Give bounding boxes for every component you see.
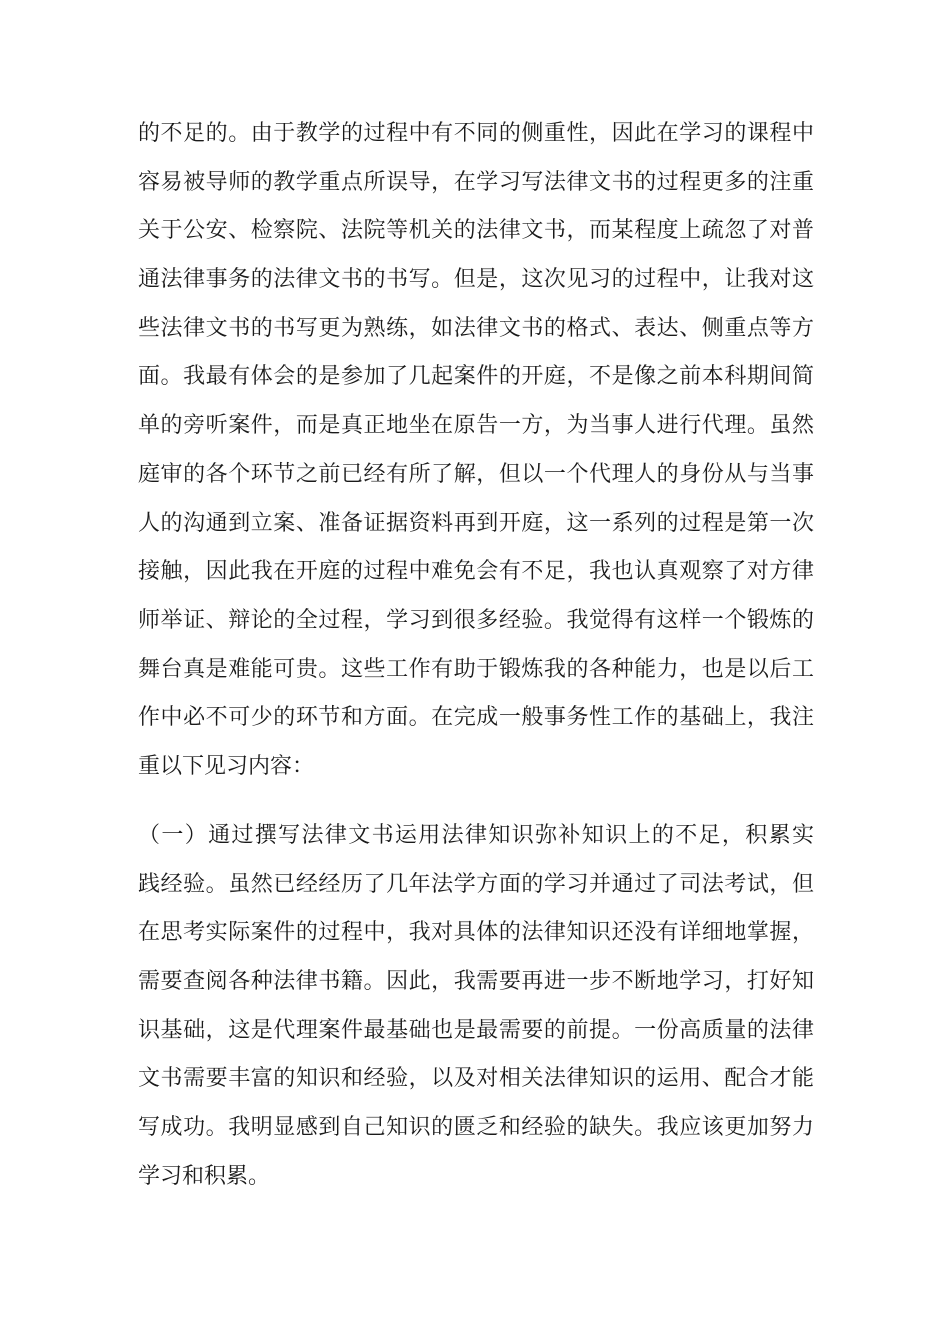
text-line: 面。我最有体会的是参加了几起案件的开庭，不是像之前本科期间简 — [138, 364, 814, 390]
text-line: 人的沟通到立案、准备证据资料再到开庭，这一系列的过程是第一次 — [138, 510, 814, 536]
text-line: 文书需要丰富的知识和经验，以及对相关法律知识的运用、配合才能 — [138, 1066, 814, 1092]
text-line: 容易被导师的教学重点所误导，在学习写法律文书的过程更多的注重 — [138, 169, 814, 195]
text-line: 关于公安、检察院、法院等机关的法律文书，而某程度上疏忽了对普 — [138, 218, 814, 244]
text-line: 识基础，这是代理案件最基础也是最需要的前提。一份高质量的法律 — [138, 1017, 814, 1043]
text-line: 重以下见习内容： — [138, 753, 315, 779]
text-line: 的不足的。由于教学的过程中有不同的侧重性，因此在学习的课程中 — [138, 121, 814, 146]
paragraph-2 — [138, 812, 814, 1202]
text-line: 在思考实际案件的过程中，我对具体的法律知识还没有详细地掌握， — [138, 920, 814, 946]
text-line: 师举证、辩论的全过程，学习到很多经验。我觉得有这样一个锻炼的 — [138, 607, 814, 633]
paragraph-1 — [138, 110, 814, 792]
text-line: 些法律文书的书写更为熟练，如法律文书的格式、表达、侧重点等方 — [138, 315, 814, 341]
text-line: 舞台真是难能可贵。这些工作有助于锻炼我的各种能力，也是以后工 — [138, 656, 814, 682]
text-line: 需要查阅各种法律书籍。因此，我需要再进一步不断地学习，打好知 — [138, 969, 814, 995]
text-line: 通法律事务的法律文书的书写。但是，这次见习的过程中，让我对这 — [138, 267, 814, 293]
text-line: （一）通过撰写法律文书运用法律知识弥补知识上的不足，积累实 — [138, 823, 814, 848]
text-line: 庭审的各个环节之前已经有所了解，但以一个代理人的身份从与当事 — [138, 461, 814, 487]
text-line: 接触，因此我在开庭的过程中难免会有不足，我也认真观察了对方律 — [138, 559, 814, 585]
text-line: 单的旁听案件，而是真正地坐在原告一方，为当事人进行代理。虽然 — [138, 413, 814, 439]
text-line: 作中必不可少的环节和方面。在完成一般事务性工作的基础上，我注 — [138, 705, 814, 731]
text-line: 学习和积累。 — [138, 1163, 271, 1189]
text-line: 写成功。我明显感到自己知识的匮乏和经验的缺失。我应该更加努力 — [138, 1115, 814, 1141]
text-line: 践经验。虽然已经经历了几年法学方面的学习并通过了司法考试，但 — [138, 871, 814, 897]
